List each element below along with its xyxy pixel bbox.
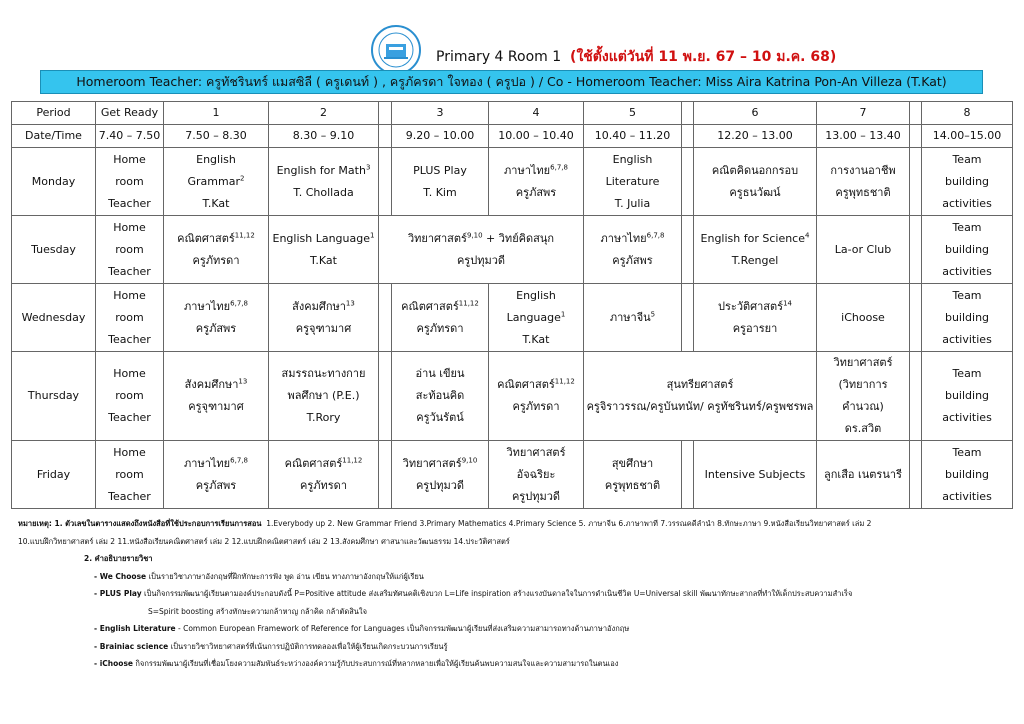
class-cell: ภาษาไทย$^{6,7,8}$ ครูภัสพร [584, 216, 682, 284]
day-label: Friday [12, 441, 96, 509]
break-cell [379, 102, 392, 125]
break-cell [910, 441, 922, 509]
notes-line-2: 10.แบบฝึกวิทยาศาสตร์ เล่ม 2 11.หนังสือเรียนคณิตศาสตร์ เล่ม 2 12.แบบฝึกคณิตศาสตร์ เล่ม 2 13.สังคมศึกษา ศาสนาและวัฒนธรรม 14.ประวัติศาสตร์ [18, 536, 510, 546]
time-8: 14.00–15.00 [922, 125, 1013, 148]
time-2: 8.30 – 9.10 [269, 125, 379, 148]
class-cell: English for Math$^3$ T. Chollada [269, 148, 379, 216]
period-4: 4 [489, 102, 584, 125]
homeroom-cell: Home room Teacher [96, 441, 164, 509]
period-label: Period [12, 102, 96, 125]
time-4: 10.00 – 10.40 [489, 125, 584, 148]
time-3: 9.20 – 10.00 [392, 125, 489, 148]
team-building-cell: Team building activities [922, 216, 1013, 284]
day-label: Monday [12, 148, 96, 216]
break-cell [910, 284, 922, 352]
break-cell [910, 102, 922, 125]
time-get-ready: 7.40 – 7.50 [96, 125, 164, 148]
period-3: 3 [392, 102, 489, 125]
time-6: 12.20 – 13.00 [694, 125, 817, 148]
class-cell: สังคมศึกษา$^{13}$ ครูจุฑามาศ [269, 284, 379, 352]
day-label: Thursday [12, 352, 96, 441]
class-cell: English Language$^1$ T.Kat [489, 284, 584, 352]
time-label: Date/Time [12, 125, 96, 148]
homeroom-cell: Home room Teacher [96, 284, 164, 352]
break-cell [910, 352, 922, 441]
break-cell [910, 125, 922, 148]
page-title: Primary 4 Room 1 (ใช้ตั้งแต่วันที่ 11 พ.ย. 67 – 10 ม.ค. 68) [436, 49, 837, 65]
class-cell: คณิตศาสตร์$^{11,12}$ ครูภัทรดา [392, 284, 489, 352]
class-cell: วิทยาศาสตร์ อัจฉริยะ ครูปทุมวดี [489, 441, 584, 509]
homeroom-cell: Home room Teacher [96, 216, 164, 284]
class-cell: La-or Club [817, 216, 910, 284]
day-label: Tuesday [12, 216, 96, 284]
day-row-thursday [12, 352, 1013, 441]
period-1: 1 [164, 102, 269, 125]
period-6: 6 [694, 102, 817, 125]
class-cell: คณิตศาสตร์$^{11,12}$ ครูภัทรดา [489, 352, 584, 441]
lunch-cell [682, 125, 694, 148]
class-cell: English for Science$^4$ T.Rengel [694, 216, 817, 284]
break-cell [379, 284, 392, 352]
break-cell [910, 216, 922, 284]
team-building-cell: Team building activities [922, 441, 1013, 509]
day-row-friday [12, 441, 1013, 509]
class-cell: วิทยาศาสตร์ (วิทยาการคำนวณ) ดร.สวิต [817, 352, 910, 441]
class-cell: iChoose [817, 284, 910, 352]
lunch-cell [682, 216, 694, 284]
break-cell [379, 441, 392, 509]
class-cell-merged: วิทยาศาสตร์$^{9,10}$ + วิทย์คิดสนุก ครูปทุมวดี [379, 216, 584, 284]
date-range: (ใช้ตั้งแต่วันที่ 11 พ.ย. 67 – 10 ม.ค. 68) [570, 49, 837, 65]
homeroom-banner: Homeroom Teacher: ครูทัชรินทร์ แมสซิลี ( ครูเดนท์ ) , ครูภัครดา ใจทอง ( ครูปอ ) / Co - Homeroom Teacher: Miss Aira Katrina Pon-An Villeza (T.Kat) [40, 70, 983, 94]
team-building-cell: Team building activities [922, 284, 1013, 352]
class-cell: สังคมศึกษา$^{13}$ ครูจุฑามาศ [164, 352, 269, 441]
class-cell: PLUS Play T. Kim [392, 148, 489, 216]
period-8: 8 [922, 102, 1013, 125]
time-5: 10.40 – 11.20 [584, 125, 682, 148]
class-cell: ภาษาจีน$^5$ [584, 284, 682, 352]
timetable [11, 101, 1013, 509]
period-row [12, 102, 1013, 125]
lunch-cell [682, 102, 694, 125]
class-cell: English Literature T. Julia [584, 148, 682, 216]
note-plus-play-2: S=Spirit boosting สร้างทักษะความกล้าหาญ กล้าคิด กล้าตัดสินใจ [148, 606, 367, 616]
lunch-cell [682, 284, 694, 352]
time-7: 13.00 – 13.40 [817, 125, 910, 148]
class-cell: ลูกเสือ เนตรนารี [817, 441, 910, 509]
period-5: 5 [584, 102, 682, 125]
day-row-tuesday [12, 216, 1013, 284]
note-plus-play: - PLUS Play เป็นกิจกรรมพัฒนาผู้เรียนตามองค์ประกอบดังนี้ P=Positive attitude ส่งเสริมทัศนคติเชิงบวก L=Life inspiration สร้างแรงบันดาลใจในการดำเนินชีวิต U=Universal skill พัฒนาทักษะสากลที่ทำให้เด็กประสบความสำเร็จ [94, 589, 853, 598]
notes-section-2: 2. คำอธิบายรายวิชา [84, 554, 153, 563]
class-cell: อ่าน เขียน สะท้อนคิด ครูวันรัตน์ [392, 352, 489, 441]
class-cell: คณิตคิดนอกกรอบ ครูธนวัฒน์ [694, 148, 817, 216]
lunch-cell [682, 148, 694, 216]
period-7: 7 [817, 102, 910, 125]
class-cell: ประวัติศาสตร์$^{14}$ ครูอารยา [694, 284, 817, 352]
notes-line-1: หมายเหตุ: 1. ตัวเลขในตารางแสดงถึงหนังสือที่ใช้ประกอบการเรียนการสอน 1.Everybody up 2. New Grammar Friend 3.Primary Mathematics 4.Primary Science 5. ภาษาจีน 6.ภาษาพาที 7.วรรณคดีลำนำ 8.ทักษะภาษา 9.หนังสือเรียนวิทยาศาสตร์ เล่ม 2 [18, 519, 872, 528]
homeroom-cell: Home room Teacher [96, 148, 164, 216]
break-cell [910, 148, 922, 216]
class-cell: Intensive Subjects [694, 441, 817, 509]
note-english-literature: - English Literature - Common European Framework of Reference for Languages เป็นกิจกรรมพัฒนาผู้เรียนที่ส่งเสริมความสามารถทางด้านภาษาอังกฤษ [94, 624, 630, 633]
class-cell: ภาษาไทย$^{6,7,8}$ ครูภัสพร [489, 148, 584, 216]
note-brainiac-science: - Brainiac science เป็นรายวิชาวิทยาศาสตร์ที่เน้นการปฏิบัติการทดลองเพื่อให้ผู้เรียนเกิดกระบวนการเรียนรู้ [94, 641, 448, 651]
lunch-cell [682, 441, 694, 509]
break-cell [379, 125, 392, 148]
team-building-cell: Team building activities [922, 148, 1013, 216]
class-cell: สุขศึกษา ครูพุทธชาติ [584, 441, 682, 509]
homeroom-cell: Home room Teacher [96, 352, 164, 441]
break-cell [379, 148, 392, 216]
class-cell: สมรรถนะทางกาย พลศึกษา (P.E.) T.Rory [269, 352, 379, 441]
team-building-cell: Team building activities [922, 352, 1013, 441]
note-ichoose: - iChoose กิจกรรมพัฒนาผู้เรียนที่เชื่อมโยงความสัมพันธ์ระหว่างองค์ความรู้กับประสบการณ์ที่หลากหลายเพื่อให้ผู้เรียนค้นพบความสนใจและความสามารถในตนเอง [94, 659, 619, 668]
school-logo [370, 24, 422, 76]
class-cell: การงานอาชีพ ครูพุทธชาติ [817, 148, 910, 216]
day-row-wednesday [12, 284, 1013, 352]
class-cell: English Grammar$^2$ T.Kat [164, 148, 269, 216]
period-get-ready: Get Ready [96, 102, 164, 125]
class-cell: วิทยาศาสตร์$^{9,10}$ ครูปทุมวดี [392, 441, 489, 509]
notes-section [18, 515, 1013, 673]
period-2: 2 [269, 102, 379, 125]
note-we-choose: - We Choose เป็นรายวิชาภาษาอังกฤษที่ฝึกทักษะการฟัง พูด อ่าน เขียน ทางภาษาอังกฤษให้แก่ผู้เรียน [94, 571, 424, 581]
time-row [12, 125, 1013, 148]
day-label: Wednesday [12, 284, 96, 352]
class-cell: ภาษาไทย$^{6,7,8}$ ครูภัสพร [164, 441, 269, 509]
class-cell: คณิตศาสตร์$^{11,12}$ ครูภัทรดา [164, 216, 269, 284]
time-1: 7.50 – 8.30 [164, 125, 269, 148]
break-cell [379, 352, 392, 441]
day-row-monday [12, 148, 1013, 216]
class-cell: ภาษาไทย$^{6,7,8}$ ครูภัสพร [164, 284, 269, 352]
class-cell-merged: สุนทรียศาสตร์ ครูจิราวรรณ/ครูบันทนัท/ ครูทัชรินทร์/ครูพชรพล [584, 352, 817, 441]
class-cell: คณิตศาสตร์$^{11,12}$ ครูภัทรดา [269, 441, 379, 509]
class-cell: English Language$^1$ T.Kat [269, 216, 379, 284]
